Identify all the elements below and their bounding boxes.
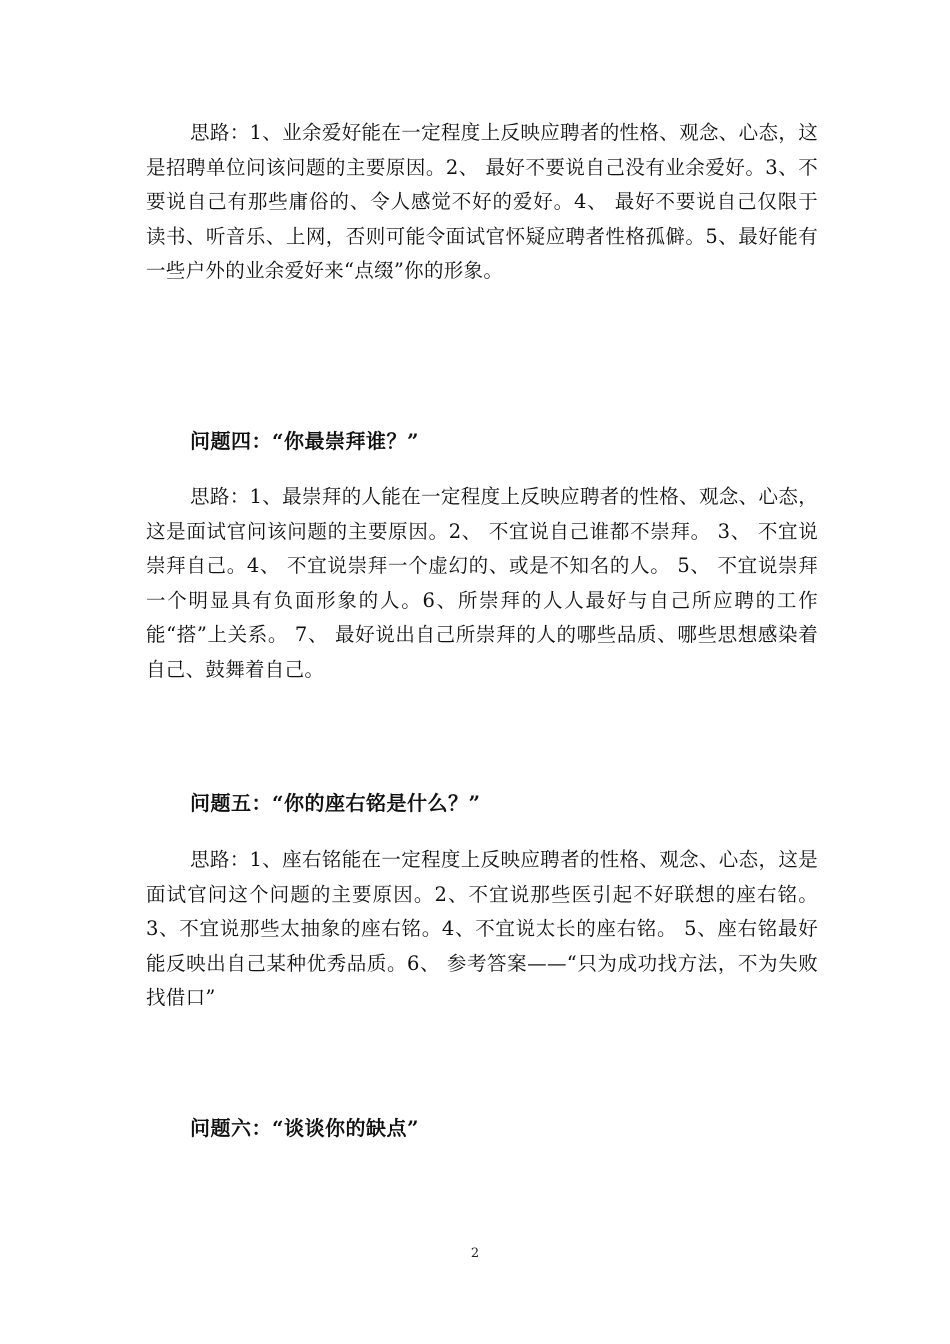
paragraph-admired-person-answer: 思路：1、最崇拜的人能在一定程度上反映应聘者的性格、观念、心态，这是面试官问该问题的主要原因。2、 不宜说自己谁都不崇拜。 3、 不宜说崇拜自己。4、 不宜说崇拜一个虚幻的、或是不知名的人。 5、 不宜说崇拜一个明显具有负面形象的人。6、所崇拜的人人最好与自己所应聘的工作能“搭”上关系。 7、 最好说出自己所崇拜的人的哪些品质、哪些思想感染着自己、鼓舞着自己。 bbox=[146, 485, 818, 681]
paragraph-motto-answer: 思路：1、座右铭能在一定程度上反映应聘者的性格、观念、心态，这是面试官问这个问题的主要原因。2、不宜说那些医引起不好联想的座右铭。3、不宜说那些太抽象的座右铭。4、不宜说太长的座右铭。 5、座右铭最好能反映出自己某种优秀品质。6、 参考答案——“只为成功找方法，不为失败找借口” bbox=[146, 848, 818, 1010]
paragraph-hobbies-answer: 思路：1、业余爱好能在一定程度上反映应聘者的性格、观念、心态，这是招聘单位问该问题的主要原因。2、 最好不要说自己没有业余爱好。3、不要说自己有那些庸俗的、令人感觉不好的爱好。4、 最好不要说自己仅限于读书、听音乐、上网，否则可能令面试官怀疑应聘者性格孤僻。5、最好能有一些户外的业余爱好来“点缀”你的形象。 bbox=[146, 121, 818, 283]
heading-question-six: 问题六：“谈谈你的缺点” bbox=[190, 1116, 420, 1140]
heading-question-four: 问题四：“你最崇拜谁？” bbox=[190, 429, 420, 453]
page-number: 2 bbox=[470, 1246, 480, 1261]
heading-question-five: 问题五：“你的座右铭是什么？” bbox=[190, 791, 481, 815]
